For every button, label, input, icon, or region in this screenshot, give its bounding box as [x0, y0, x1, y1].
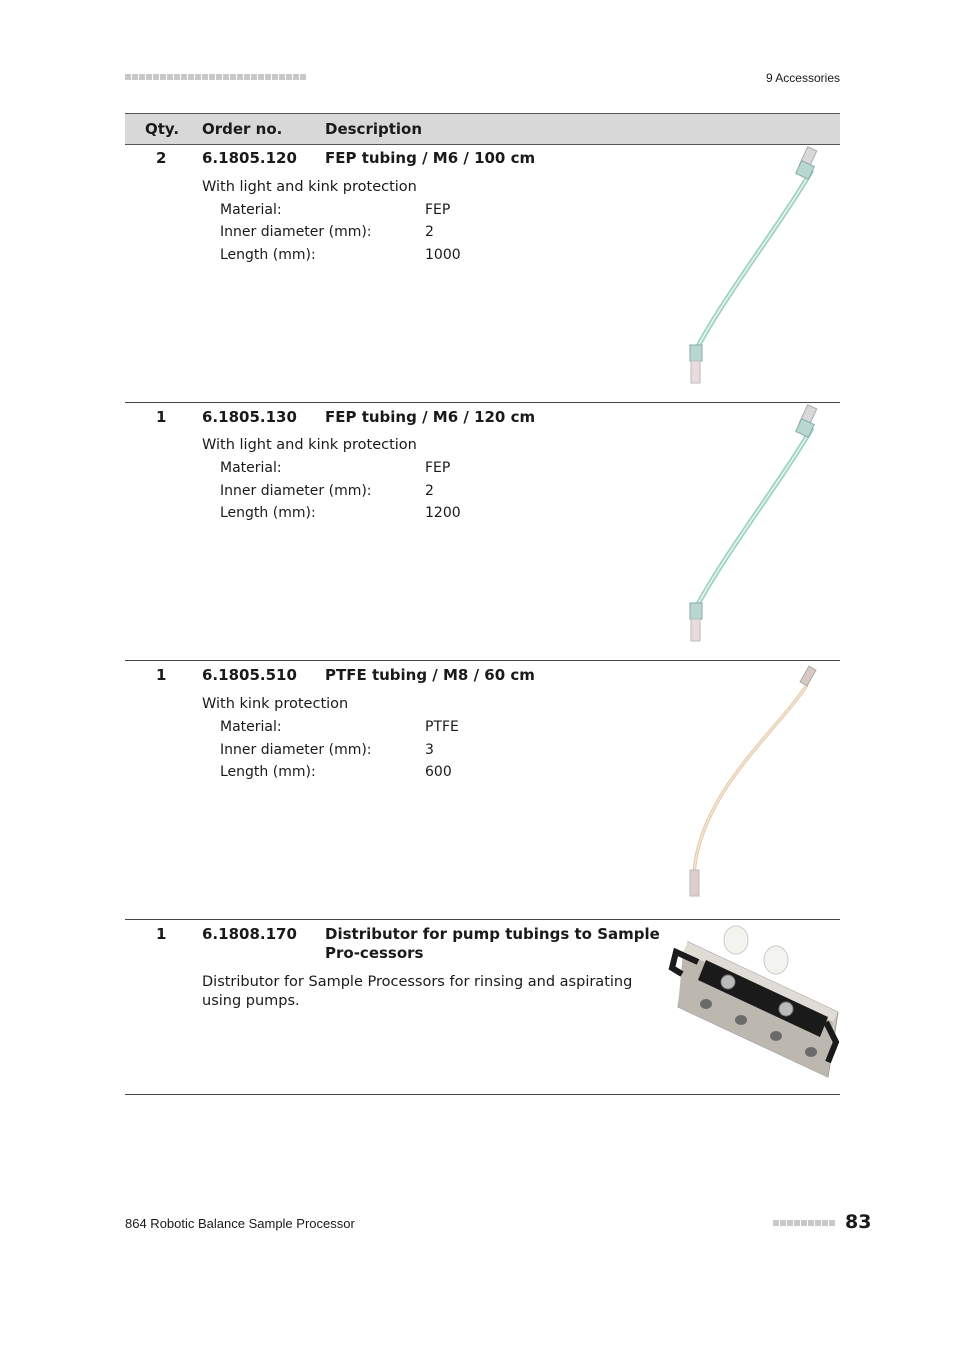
spec-value: 600 [425, 764, 452, 780]
item-title: FEP tubing / M6 / 100 cm [325, 149, 536, 167]
item-description: Distributor for Sample Processors for rinsing and aspirating using pumps. [202, 974, 633, 1009]
document-title: 864 Robotic Balance Sample Processor [125, 1216, 355, 1231]
order-number: 6.1805.510 [202, 666, 297, 684]
spec-label: Inner diameter (mm): [220, 483, 372, 499]
table-row [125, 920, 840, 1094]
qty: 1 [156, 408, 167, 426]
table-header [125, 113, 840, 145]
table-row [125, 403, 840, 660]
order-number: 6.1805.120 [202, 149, 297, 167]
qty: 1 [156, 666, 167, 684]
spec-value: 1000 [425, 247, 461, 263]
item-title: FEP tubing / M6 / 120 cm [325, 408, 536, 426]
distributor-image [668, 922, 840, 1084]
spec-label: Inner diameter (mm): [220, 224, 372, 240]
spec-label: Length (mm): [220, 247, 316, 263]
fep-tubing-image [680, 403, 830, 648]
fep-tubing-image [680, 145, 830, 390]
ptfe-tubing-image [680, 663, 830, 903]
footer-decoration [773, 1220, 835, 1226]
spec-label: Material: [220, 202, 282, 218]
item-description: With light and kink protection [202, 437, 417, 453]
item-description: With kink protection [202, 696, 349, 712]
spec-value: 2 [425, 483, 434, 499]
spec-value: 2 [425, 224, 434, 240]
table-row [125, 143, 840, 402]
spec-value: 1200 [425, 505, 461, 521]
spec-value: FEP [425, 460, 451, 476]
spec-value: PTFE [425, 719, 459, 735]
col-qty: Qty. [145, 120, 180, 138]
col-order: Order no. [202, 120, 283, 138]
order-number: 6.1805.130 [202, 408, 297, 426]
item-title: Distributor for pump tubings to Sample Pro-cessors [325, 925, 660, 962]
running-title: 9 Accessories [765, 71, 840, 85]
col-description: Description [325, 120, 423, 138]
spec-value: 3 [425, 742, 434, 758]
item-title: PTFE tubing / M8 / 60 cm [325, 666, 535, 684]
spec-label: Length (mm): [220, 764, 316, 780]
spec-value: FEP [425, 202, 451, 218]
order-number: 6.1808.170 [202, 925, 297, 943]
page-number: 83 [845, 1211, 872, 1233]
spec-label: Length (mm): [220, 505, 316, 521]
qty: 2 [156, 149, 167, 167]
table-row [125, 661, 840, 919]
spec-label: Material: [220, 719, 282, 735]
item-description: With light and kink protection [202, 179, 417, 195]
header-decoration [125, 74, 306, 80]
spec-label: Material: [220, 460, 282, 476]
spec-label: Inner diameter (mm): [220, 742, 372, 758]
qty: 1 [156, 925, 167, 943]
